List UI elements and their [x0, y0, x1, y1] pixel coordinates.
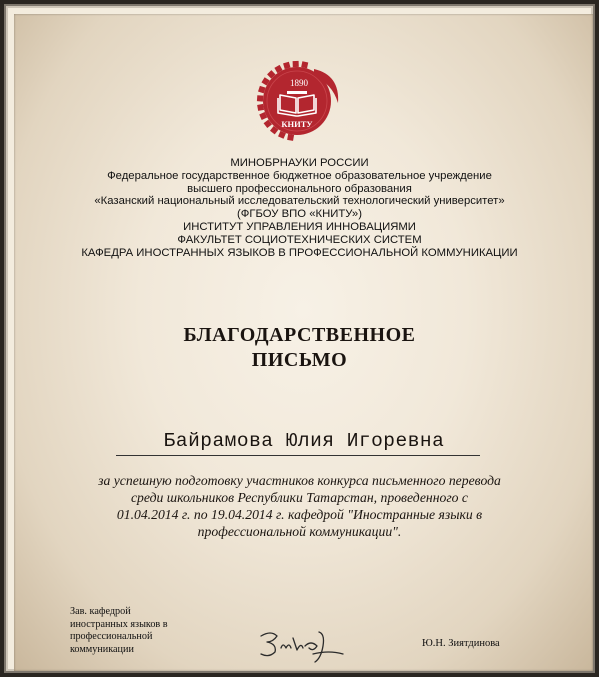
- university-logo-icon: [254, 55, 340, 147]
- header-line: КАФЕДРА ИНОСТРАННЫХ ЯЗЫКОВ В ПРОФЕССИОНАЛЬНОЙ КОММУНИКАЦИИ: [81, 246, 518, 259]
- recipient-name: Байрамова Юлия Игоревна: [163, 430, 445, 452]
- title-line-1: БЛАГОДАРСТВЕННОЕ: [183, 324, 416, 346]
- gratitude-text: [66, 472, 533, 540]
- header-line: Федеральное государственное бюджетное образовательное учреждение: [107, 169, 492, 182]
- header-line: (ФГБОУ ВПО «КНИТУ»): [237, 208, 362, 221]
- body-line: профессиональной коммуникации".: [197, 524, 402, 539]
- body-line: за успешную подготовку участников конкурса письменного перевода: [98, 473, 501, 488]
- handwritten-signature-icon: [253, 624, 349, 664]
- role-line: профессиональной: [70, 631, 153, 642]
- logo-abbr: КНИТУ: [281, 119, 313, 129]
- role-line: Зав. кафедрой: [70, 606, 131, 617]
- document-title: [0, 323, 599, 373]
- header-line: ФАКУЛЬТЕТ СОЦИОТЕХНИЧЕСКИХ СИСТЕМ: [177, 233, 422, 246]
- signatory-name: Ю.Н. Зиятдинова: [422, 638, 500, 649]
- role-line: коммуникации: [70, 643, 134, 655]
- title-line-2: ПИСЬМО: [251, 349, 348, 371]
- body-line: среди школьников Республики Татарстан, проведенного с: [130, 490, 469, 505]
- logo-year: 1890: [290, 78, 308, 88]
- role-line: иностранных языков в: [70, 618, 168, 630]
- body-line: 01.04.2014 г. по 19.04.2014 г. кафедрой "Иностранные языки в: [116, 507, 483, 522]
- issuer-header: [0, 157, 599, 259]
- header-line: высшего профессионального образования: [187, 182, 412, 195]
- recipient-underline: [116, 455, 480, 456]
- signatory-role: [70, 606, 210, 656]
- header-line: ИНСТИТУТ УПРАВЛЕНИЯ ИННОВАЦИЯМИ: [183, 220, 416, 233]
- header-line: «Казанский национальный исследовательский технологический университет»: [94, 195, 505, 208]
- header-line: МИНОБРНАУКИ РОССИИ: [230, 157, 369, 169]
